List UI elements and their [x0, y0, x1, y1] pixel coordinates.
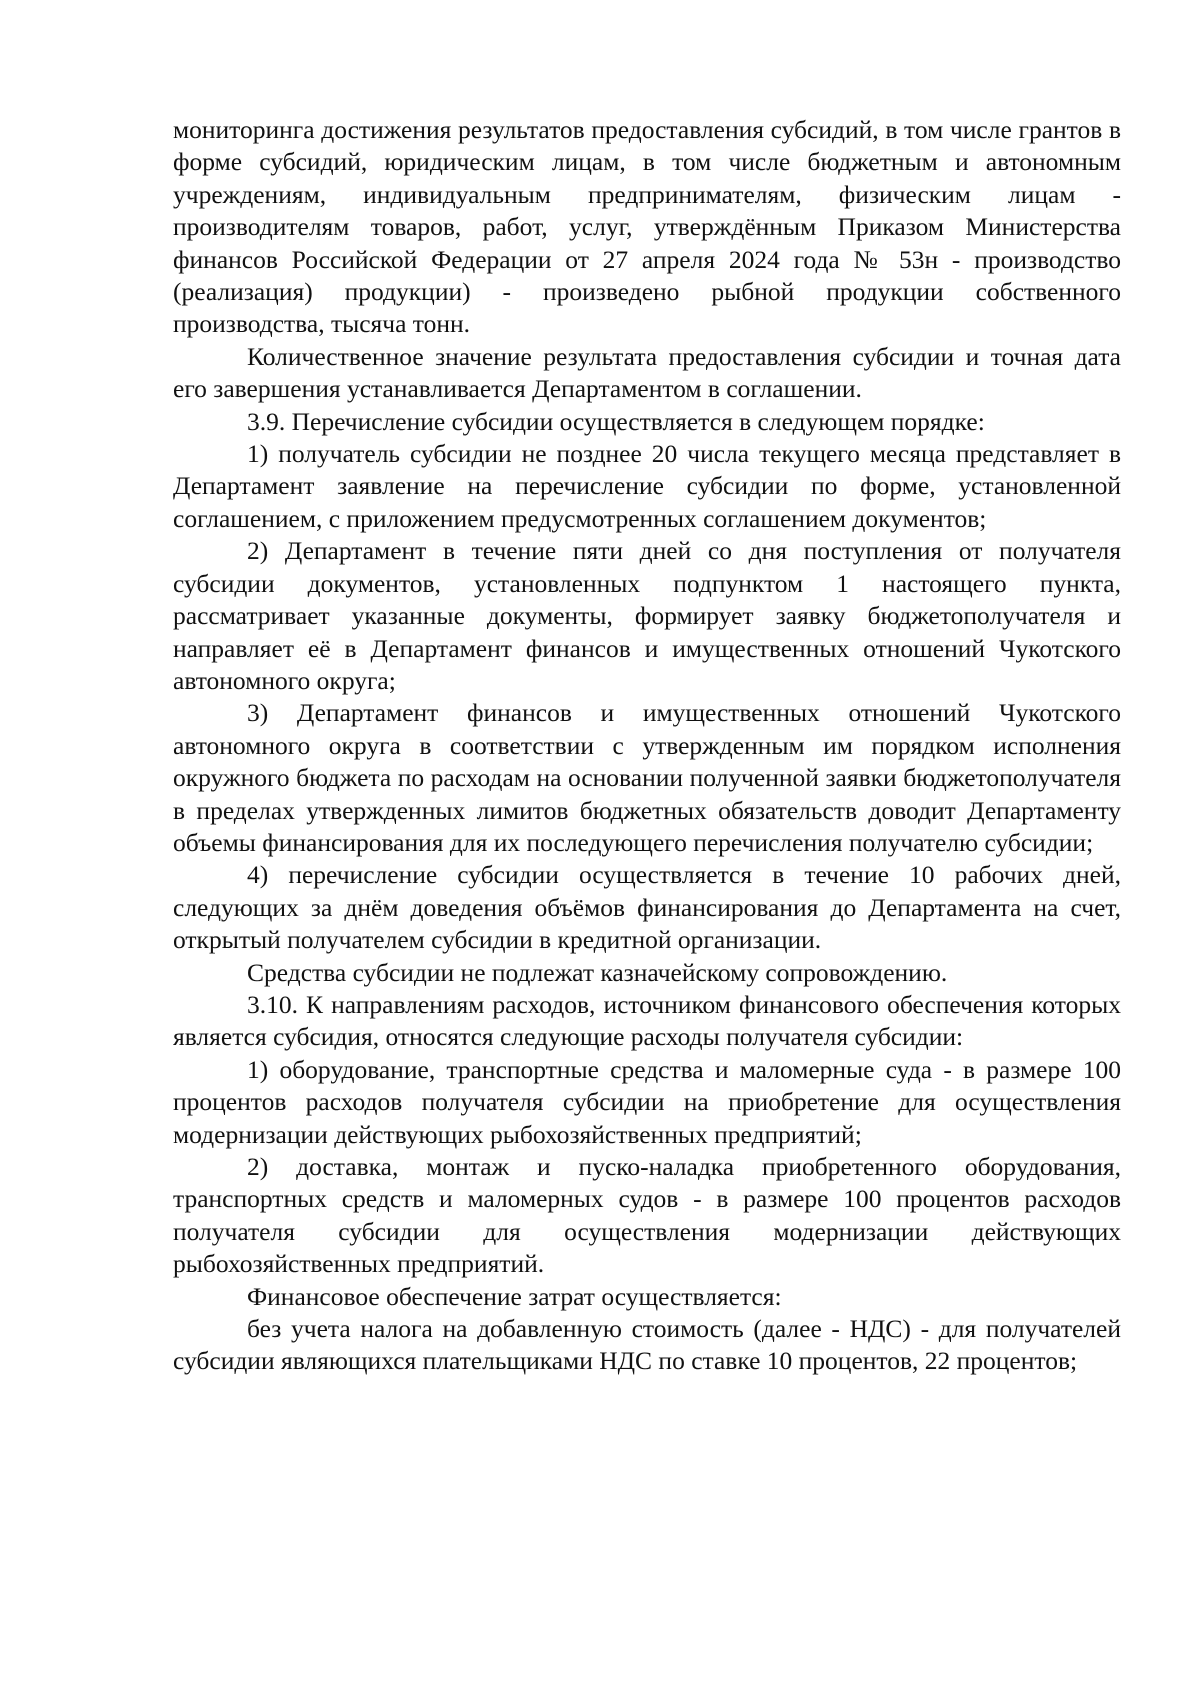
paragraph-financial-support: Финансовое обеспечение затрат осуществляется: [247, 1281, 782, 1311]
paragraph-3-9-item-3: 3) Департамент финансов и имущественных отношений Чукотского автономного округа в соответствии с утвержденным им порядком исполнения окружного бюджета по расходам на основании полученной заявки бюджетополучателя в пределах утвержденных лимитов бюджетных обязательств доводит Департаменту объемы финансирования для их последующего перечисления получателю субсидии; [173, 698, 1121, 857]
paragraph-3-9-item-2: 2) Департамент в течение пяти дней со дня поступления от получателя субсидии документов, установленных подпунктом 1 настоящего пункта, рассматривает указанные документы, формирует заявку бюджетополучателя и направляет её в Департамент финансов и имущественных отношений Чукотского автономного округа; [173, 536, 1121, 695]
paragraph-3-9-item-1: 1) получатель субсидии не позднее 20 числа текущего месяца представляет в Департамент заявление на перечисление субсидии по форме, установленной соглашением, с приложением предусмотренных соглашением документов; [173, 439, 1121, 533]
paragraph-result-value: Количественное значение результата предоставления субсидии и точная дата его завершения устанавливается Департаментом в соглашении. [173, 341, 1121, 404]
paragraph-vat: без учета налога на добавленную стоимость (далее - НДС) - для получателей субсидии являющихся плательщиками НДС по ставке 10 процентов, 22 процентов; [173, 1314, 1121, 1376]
paragraph-3-9-item-4: 4) перечисление субсидии осуществляется в течение 10 рабочих дней, следующих за днём доведения объёмов финансирования до Департамента на счет, открытый получателем субсидии в кредитной организации. [173, 860, 1121, 955]
paragraph-monitoring-continuation: мониторинга достижения результатов предоставления субсидий, в том числе грантов в форме субсидий, юридическим лицам, в том числе бюджетным и автономным учреждениям, индивидуальным предпринимателям, физическим лицам - производителям товаров, работ, услуг, утверждённым Приказом Министерства финансов Российской Федерации от 27 апреля 2024 года № 53н - производство (реализация) продукции) - произведено рыбной продукции собственного производства, тысяча тонн. [173, 115, 1121, 339]
paragraph-3-10-heading: 3.10. К направлениям расходов, источником финансового обеспечения которых является субсидия, относятся следующие расходы получателя субсидии: [173, 989, 1121, 1052]
paragraph-treasury-support: Средства субсидии не подлежат казначейскому сопровождению. [247, 957, 948, 987]
paragraph-3-9-heading: 3.9. Перечисление субсидии осуществляется в следующем порядке: [247, 406, 985, 436]
paragraph-3-10-item-2: 2) доставка, монтаж и пуско-наладка приобретенного оборудования, транспортных средств и маломерных судов - в размере 100 процентов расходов получателя субсидии для осуществления модернизации действующих рыбохозяйственных предприятий. [173, 1152, 1121, 1279]
paragraph-3-10-item-1: 1) оборудование, транспортные средства и маломерные суда - в размере 100 процентов расходов получателя субсидии на приобретение для осуществления модернизации действующих рыбохозяйственных предприятий; [173, 1054, 1121, 1149]
document-body [173, 114, 1121, 1378]
